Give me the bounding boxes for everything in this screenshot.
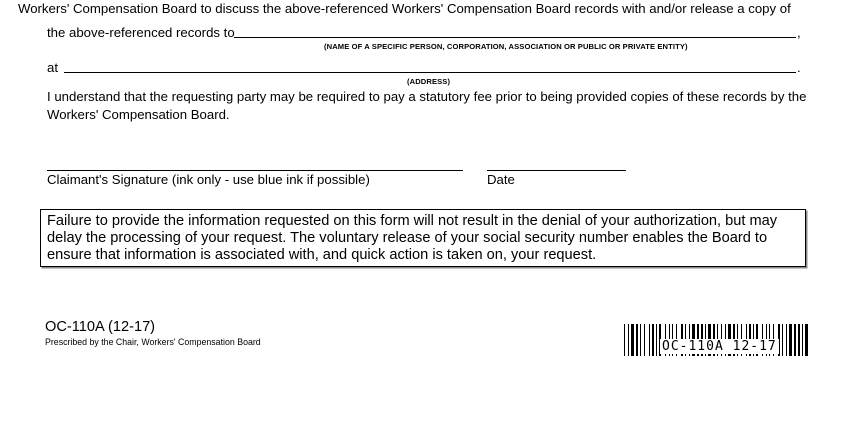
recipient-label: the above-referenced records to bbox=[47, 25, 235, 40]
fee-text-line2: Workers' Compensation Board. bbox=[47, 107, 230, 122]
address-period: . bbox=[797, 60, 801, 75]
fee-text-line1: I understand that the requesting party may be required to pay a statutory fee prior to being provided copies of these records by the bbox=[47, 89, 807, 104]
recipient-name-field[interactable] bbox=[234, 37, 796, 38]
at-label: at bbox=[47, 60, 58, 75]
form-number: OC-110A (12-17) bbox=[45, 319, 156, 335]
date-field[interactable] bbox=[487, 170, 626, 171]
address-caption: (ADDRESS) bbox=[407, 77, 451, 86]
recipient-caption: (NAME OF A SPECIFIC PERSON, CORPORATION, ASSOCIATION OR PUBLIC OR PRIVATE ENTITY) bbox=[324, 42, 688, 51]
consent-text-line1: Workers' Compensation Board to discuss the above-referenced Workers' Compensation Board records with and/or release a copy of bbox=[18, 1, 791, 16]
recipient-comma: , bbox=[797, 25, 801, 40]
privacy-notice-text: Failure to provide the information requested on this form will not result in the denial of your authorization, but may delay the processing of your request. The voluntary release of your social security number enables the Board to ensure that information is associated with, and quick action is taken on, your request. bbox=[47, 213, 778, 263]
address-field[interactable] bbox=[64, 72, 796, 73]
signature-label: Claimant's Signature (ink only - use blue ink if possible) bbox=[47, 172, 370, 187]
privacy-notice-box bbox=[40, 209, 806, 267]
date-label: Date bbox=[487, 172, 515, 187]
signature-field[interactable] bbox=[47, 170, 463, 171]
barcode-label: OC-110A 12-17 bbox=[662, 339, 777, 354]
prescribed-by: Prescribed by the Chair, Workers' Compensation Board bbox=[45, 337, 261, 347]
